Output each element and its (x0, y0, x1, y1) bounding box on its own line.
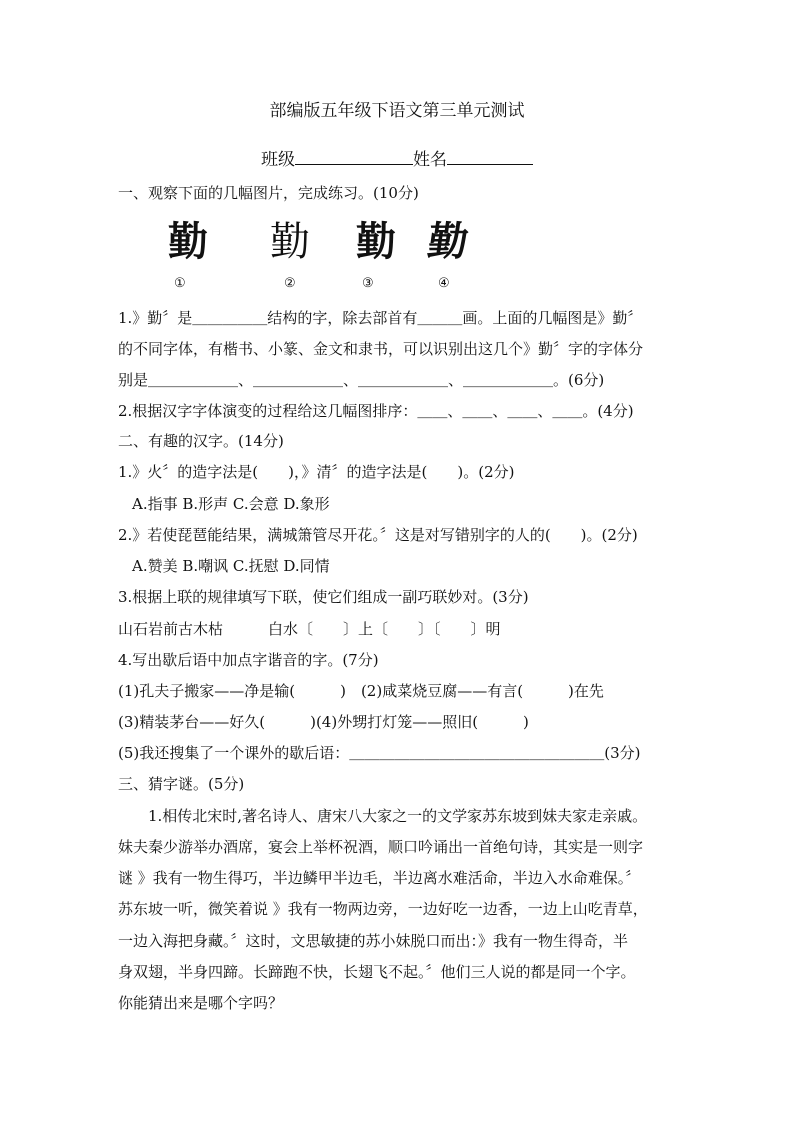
s3-para-line2: 妹夫秦少游举办酒席，宴会上举杯祝酒，顺口吟诵出一首绝句诗，其实是一则字 (118, 838, 644, 856)
section3-heading: 三、猜字谜。(5分) (118, 775, 245, 793)
s3-para-line3: 谜 》我有一物生得巧，半边鳞甲半边毛，半边离水难活命，半边入水命难保。〞 (118, 869, 641, 887)
s3-para-line5: 一边入海把身藏。〞这时，文思敏捷的苏小妹脱口而出：》我有一物生得奇，半 (118, 932, 629, 950)
class-blank[interactable] (295, 148, 413, 165)
name-blank[interactable] (447, 148, 533, 165)
section2-heading: 二、有趣的汉字。(14分) (118, 432, 284, 450)
page-title: 部编版五年级下语文第三单元测试 (269, 101, 525, 121)
s2-q4: 4.写出歇后语中加点字谐音的字。(7分) (118, 651, 379, 669)
s3-para-line1: 1.相传北宋时,著名诗人、唐宋八大家之一的文学家苏东坡到妹夫家走亲戚。 (118, 807, 648, 825)
class-label: 班级 (261, 150, 295, 170)
s1-q1-line2: 的不同字体，有楷书、小篆、金文和隶书，可以识别出这几个》勤〞字的字体分 (118, 340, 644, 358)
section1-heading: 一、观察下面的几幅图片，完成练习。(10分) (118, 184, 419, 202)
s2-q4-line3: (5)我还搜集了一个课外的歇后语：＿＿＿＿＿＿＿＿＿＿＿＿＿＿＿＿＿(3分) (118, 744, 641, 762)
glyph-images (160, 218, 490, 270)
s3-para-line7: 你能猜出来是哪个字吗？ (118, 994, 284, 1012)
s1-q1-line3: 别是＿＿＿＿＿＿、＿＿＿＿＿＿、＿＿＿＿＿＿、＿＿＿＿＿＿。(6分) (118, 371, 605, 389)
glyph-number-4: ④ (438, 276, 450, 291)
glyph-xiaozhuan: 勤 (356, 219, 396, 265)
glyph-jinwen: 勤 (424, 219, 472, 264)
s3-para-line6: 身双翅，半身四蹄。长蹄跑不快，长翅飞不起。〞他们三人说的都是同一个字。 (118, 963, 636, 981)
s2-q3: 3.根据上联的规律填写下联，使它们组成一副巧联妙对。(3分) (118, 588, 529, 606)
s1-q2: 2.根据汉字字体演变的过程给这几幅图排序：＿＿、＿＿、＿＿、＿＿。(4分) (118, 402, 634, 420)
s2-q2: 2.》若使琵琶能结果，满城箫管尽开花。〞这是对写错别字的人的( )。(2分) (118, 526, 638, 544)
s2-q1: 1.》火〞的造字法是( )，》清〞的造字法是( )。(2分) (118, 463, 515, 481)
glyph-numbers (160, 276, 490, 292)
s2-q4-line2: (3)精装茅台——好久( )(4)外甥打灯笼——照旧( ) (118, 713, 529, 731)
glyph-kaishu: 勤 (168, 218, 208, 265)
s2-q4-line1: (1)孔夫子搬家——净是输( ) (2)咸菜烧豆腐——有言( )在先 (118, 682, 604, 700)
glyph-number-2: ② (284, 276, 296, 291)
glyph-number-3: ③ (362, 276, 374, 291)
s2-q2-options: A.赞美 B.嘲讽 C.抚慰 D.同情 (132, 557, 330, 575)
s2-q1-options: A.指事 B.形声 C.会意 D.象形 (132, 495, 330, 513)
s3-para-line4: 苏东坡一听，微笑着说 》我有一物两边旁，一边好吃一边香，一边上山吃青草， (118, 900, 648, 918)
name-label: 姓名 (413, 150, 447, 170)
s1-q1-line1: 1.》勤〞是＿＿＿＿＿结构的字，除去部首有＿＿＿画。上面的几幅图是》勤〞 (118, 309, 643, 327)
s2-q3-couplet: 山石岩前古木枯 白水〔 〕上〔 〕〔 〕明 (118, 620, 501, 638)
class-name-line (0, 148, 794, 171)
glyph-lishu: 勤 (270, 219, 310, 265)
glyph-number-1: ① (174, 276, 186, 291)
